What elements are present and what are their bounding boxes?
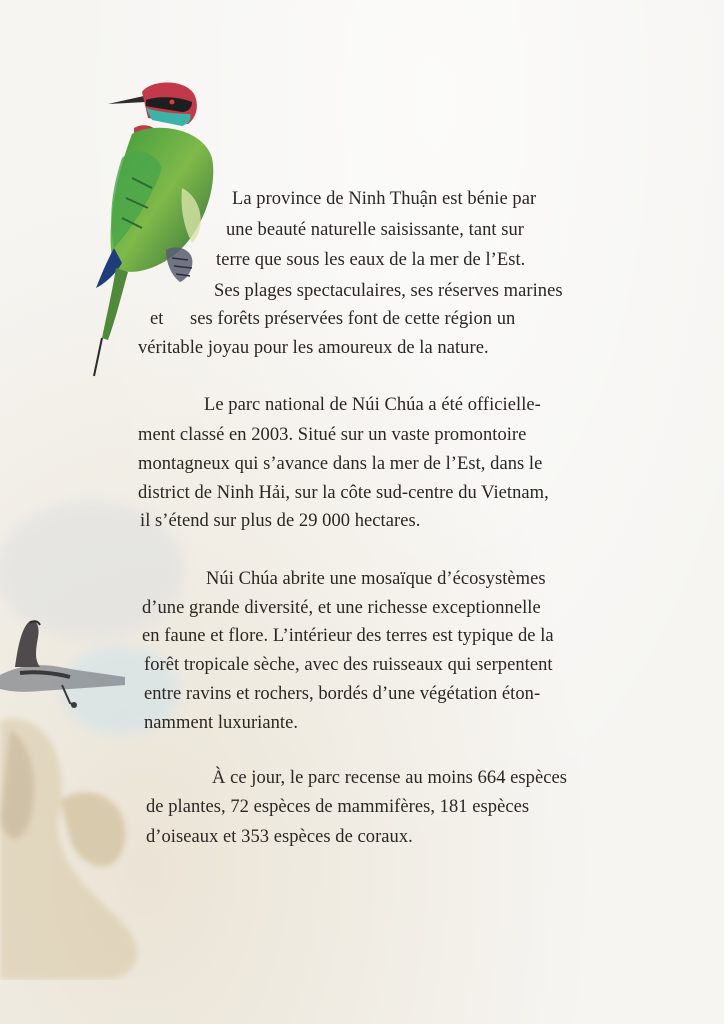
text-line: terre que sous les eaux de la mer de l’Est. — [216, 250, 526, 270]
text-line: et — [150, 309, 164, 329]
text-line: La province de Ninh Thuận est bénie par — [232, 189, 537, 209]
text-line: de plantes, 72 espèces de mammifères, 181 espèces — [146, 797, 530, 817]
text-line: Núi Chúa abrite une mosaïque d’écosystèmes — [206, 569, 546, 589]
text-line: il s’étend sur plus de 29 000 hectares. — [140, 511, 421, 531]
text-line: À ce jour, le parc recense au moins 664 espèces — [212, 768, 568, 788]
text-line: en faune et flore. L’intérieur des terres est typique de la — [142, 626, 554, 646]
text-line: d’une grande diversité, et une richesse exceptionnelle — [142, 598, 541, 618]
bee-eater-bird-illustration — [92, 78, 222, 378]
text-line: Le parc national de Núi Chúa a été officielle- — [204, 395, 541, 415]
text-line: forêt tropicale sèche, avec des ruisseaux qui serpentent — [144, 655, 553, 675]
text-line: ment classé en 2003. Situé sur un vaste promontoire — [138, 425, 527, 445]
text-line: entre ravins et rochers, bordés d’une végétation éton- — [144, 684, 541, 704]
text-line: namment luxuriante. — [144, 713, 299, 733]
text-line: une beauté naturelle saisissante, tant sur — [226, 220, 525, 240]
text-line: véritable joyau pour les amoureux de la nature. — [138, 338, 489, 358]
text-line: district de Ninh Hải, sur la côte sud-centre du Vietnam, — [138, 483, 549, 503]
text-line: ses forêts préservées font de cette région un — [190, 309, 516, 329]
lizard-on-rock-illustration — [0, 615, 140, 715]
text-line: d’oiseaux et 353 espèces de coraux. — [146, 827, 413, 847]
text-line: montagneux qui s’avance dans la mer de l’Est, dans le — [138, 454, 543, 474]
text-line: Ses plages spectaculaires, ses réserves marines — [214, 281, 563, 301]
